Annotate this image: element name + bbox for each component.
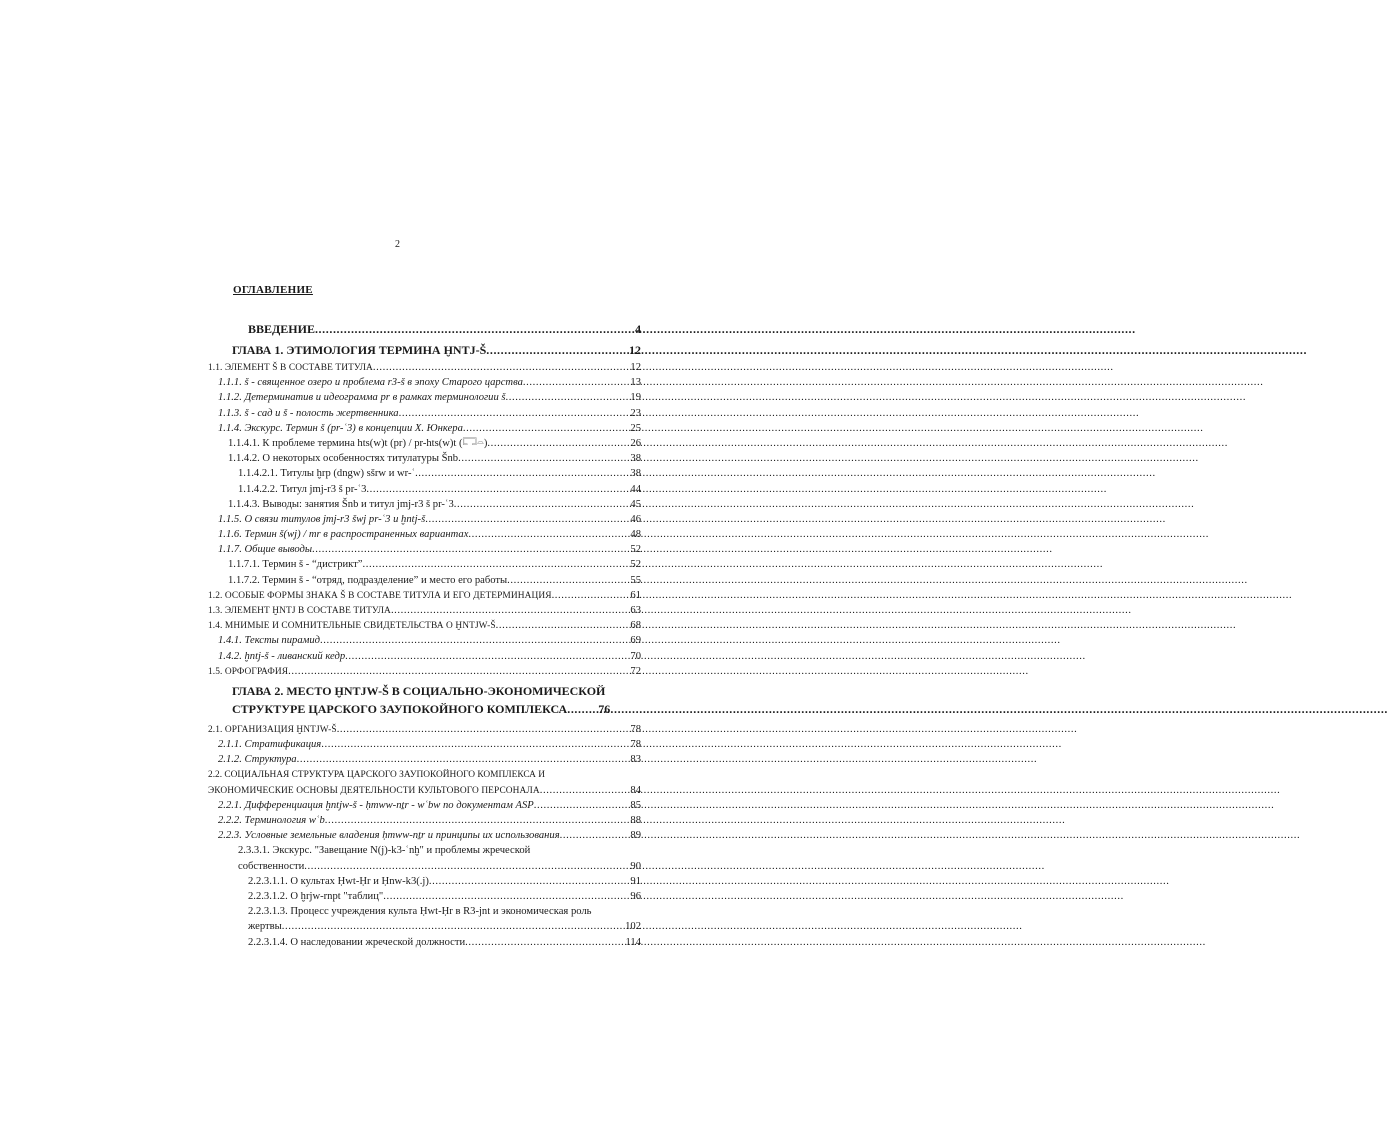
leader-dots [288, 664, 629, 679]
toc-entry-page: 114 [625, 936, 641, 948]
leader-dots [320, 633, 629, 648]
toc-entry-label: ВВЕДЕНИЕ [248, 322, 315, 336]
toc-entry-2-2-3-1-4[interactable] [208, 935, 641, 950]
toc-entry-2-2-3-1-3-line-1[interactable]: 2.2.3.1.3. Процесс учреждения культа Ḥwt-Ḥr в R3-jnt и экономическая роль [248, 906, 592, 918]
toc-entry-label: 2.2.3.1.4. О наследовании жреческой должности [248, 936, 466, 948]
toc-entry-page: 76 [598, 701, 611, 716]
toc-entry-introduction[interactable] [208, 318, 641, 340]
leader-dots [325, 813, 630, 828]
toc-entry-2-3-3-1-line-1[interactable]: 2.3.3.1. Экскурс. "Завещание N(j)-k3-ʿnḫ" и проблемы жреческой [238, 845, 531, 857]
toc-entry-2-2-3[interactable] [208, 828, 641, 843]
toc-entry-page: 19 [630, 392, 641, 404]
toc-entry-page: 46 [630, 513, 641, 525]
toc-entry-label: 1.1.6. Термин š(wj) / mr в распространенных вариантах [218, 529, 469, 541]
toc-entry-label: 1.1.3. š - сад и š - полость жертвенника [218, 407, 399, 419]
toc-entry-chapter-2-line-2[interactable] [208, 700, 641, 718]
leader-dots [415, 466, 629, 481]
toc-entry-1-1-4-2-2[interactable] [208, 482, 641, 497]
toc-entry-label: СТРУКТУРЕ ЦАРСКОГО ЗАУПОКОЙНОГО КОМПЛЕКСА [232, 701, 568, 716]
toc-entry-1-1-7-2[interactable] [208, 573, 641, 588]
leader-dots [425, 512, 629, 527]
toc-entry-2-1[interactable] [208, 722, 641, 737]
toc-entry-label: 2.2.3.1.2. О ḫrjw-rnpt "таблиц" [248, 891, 384, 902]
toc-entry-label: 2.2.3.1.1. О культах Ḥwt-Ḥr и Ḥnw-k3(.j) [248, 875, 429, 887]
toc-entry-1-1-4-2[interactable] [208, 451, 641, 466]
toc-entry-label: 1.1.4.2.1. Титулы ḫrp (dngw) sšrw и wr-ʿ [238, 468, 416, 480]
toc-entry-label: ЭКОНОМИЧЕСКИЕ ОСНОВЫ ДЕЯТЕЛЬНОСТИ КУЛЬТОВОГО ПЕРСОНАЛА [208, 785, 540, 796]
leader-dots [304, 859, 629, 874]
toc-entry-page: 4 [635, 322, 641, 336]
toc-entry-page: 52 [630, 544, 641, 556]
leader-dots [391, 603, 629, 618]
toc-entry-page: 72 [630, 665, 641, 677]
leader-dots [560, 828, 630, 843]
toc-entry-page: 26 [630, 437, 641, 449]
toc-entry-2-2-1[interactable] [208, 798, 641, 813]
toc-entry-1-1-4-3[interactable] [208, 497, 641, 512]
toc-entry-label: 1.1.1. š - священное озеро и проблема r3-š в эпоху Старого царства [218, 377, 523, 389]
leader-dots [458, 451, 629, 466]
toc-entry-2-2-2[interactable] [208, 813, 641, 828]
toc-entry-page: 38 [630, 468, 641, 480]
toc-entry-1-4-1[interactable] [208, 633, 641, 648]
leader-dots [366, 482, 629, 497]
leader-dots [468, 527, 629, 542]
toc-entry-1-1-3[interactable] [208, 406, 641, 421]
toc-entry-2-2-3-1-3-line-2[interactable] [208, 919, 641, 934]
toc-entry-label: 1.1.7. Общие выводы [218, 544, 313, 556]
toc-entry-label: 1.4.1. Тексты пирамид [218, 635, 321, 647]
leader-dots [486, 340, 628, 360]
toc-entry-2-2-line-2[interactable] [208, 783, 641, 798]
toc-entry-1-1[interactable] [208, 360, 641, 375]
toc-entry-chapter-2-line-1[interactable] [208, 682, 641, 700]
toc-entry-label: 1.1.4.2. О некоторых особенностях титулатуры Šnb [228, 453, 459, 465]
toc-entry-page: 12 [630, 362, 641, 373]
toc-entry-page: 52 [630, 559, 641, 571]
toc-entry-label: 1.4. МНИМЫЕ И СОМНИТЕЛЬНЫЕ СВИДЕТЕЛЬСТВА О ḪNTJW-Š [208, 621, 496, 632]
toc-entry-1-1-6[interactable] [208, 527, 641, 542]
leader-dots [465, 935, 624, 950]
toc-entry-1-2[interactable] [208, 588, 641, 603]
leader-dots [312, 542, 629, 557]
toc-entry-1-4[interactable] [208, 618, 641, 633]
toc-entry-label: жертвы [248, 921, 282, 933]
toc-entry-page: 70 [630, 650, 641, 662]
leader-dots [496, 618, 630, 633]
toc-entry-1-4-2[interactable] [208, 649, 641, 664]
toc-entry-page: 91 [630, 875, 641, 887]
toc-entry-label: 1.1.5. О связи титулов jmj-r3 šwj pr-ʿ3 и ḫntj-š [218, 513, 426, 525]
leader-dots [523, 375, 630, 390]
leader-dots [540, 783, 630, 798]
toc-entry-label: 1.1.7.2. Термин š - “отряд, подразделение” и место его работы [228, 574, 508, 586]
toc-entry-label: 2.2.1. Дифференциация ḫntjw-š - ḥmww-nṯr - wʿbw по документам ASP [218, 799, 534, 811]
toc-entry-page: 25 [630, 422, 641, 434]
toc-entry-1-3[interactable] [208, 603, 641, 618]
leader-dots [345, 649, 629, 664]
toc-entry-page: 89 [630, 830, 641, 842]
toc-entry-page: 61 [630, 589, 641, 601]
leader-dots [363, 557, 630, 572]
leader-dots [552, 588, 630, 603]
toc-entry-1-1-4-2-1[interactable] [208, 466, 641, 481]
toc-entry-2-2-3-1-1[interactable] [208, 874, 641, 889]
toc-entry-label: 2.1. ОРГАНИЗАЦИЯ ḪNTJW-Š [208, 724, 337, 735]
toc-entry-page: 78 [630, 739, 641, 751]
toc-entry-2-2-3-1-2[interactable] [208, 889, 641, 904]
toc-entry-page: 84 [630, 784, 641, 796]
leader-dots [487, 436, 629, 451]
toc-entry-page: 38 [630, 453, 641, 465]
leader-dots [373, 360, 629, 375]
toc-entry-page: 88 [630, 815, 641, 827]
toc-entry-1-5[interactable] [208, 664, 641, 679]
toc-entry-1-1-2[interactable] [208, 390, 641, 405]
toc-entry-label: 1.1.7.1. Термин š - “дистрикт” [228, 559, 363, 571]
leader-dots [315, 318, 634, 340]
toc-entry-page: 44 [630, 483, 641, 495]
leader-dots [399, 406, 630, 421]
toc-entry-page: 48 [630, 529, 641, 541]
toc-entry-1-1-4-1[interactable] [208, 436, 641, 451]
toc-entry-page: 63 [630, 605, 641, 616]
toc-entry-1-1-4[interactable] [208, 421, 641, 436]
toc-entry-2-1-1[interactable] [208, 737, 641, 752]
toc-entry-1-1-5[interactable] [208, 512, 641, 527]
toc-entry-page: 45 [630, 498, 641, 510]
toc-entry-label: 1.5. ОРФОГРАФИЯ [208, 666, 289, 677]
toc-entry-label: ГЛАВА 2. МЕСТО ḪNTJW-Š В СОЦИАЛЬНО-ЭКОНОМИЧЕСКОЙ [232, 683, 606, 698]
leader-dots [567, 700, 597, 718]
leader-dots [534, 798, 630, 813]
toc-entry-label: 2.2.2. Терминология wʿb [218, 815, 325, 827]
toc-entry-page: 90 [630, 860, 641, 872]
leader-dots [297, 752, 630, 767]
toc-entry-label: 2.1.2. Структура [218, 754, 297, 766]
toc-entry-page: 102 [625, 921, 641, 933]
toc-entry-1-1-1[interactable] [208, 375, 641, 390]
toc-entry-page: 83 [630, 754, 641, 766]
leader-dots [454, 497, 630, 512]
toc-entry-chapter-1[interactable] [208, 340, 641, 360]
leader-dots [337, 722, 630, 737]
toc-title: ОГЛАВЛЕНИЕ [233, 284, 313, 296]
toc-entry-label: 1.1.4. Экскурс. Термин š (pr-ʿ3) в концепции Х. Юнкера [218, 422, 463, 434]
leader-dots [463, 421, 630, 436]
leader-dots [507, 573, 629, 588]
toc-entry-label: 1.1.4.2.2. Титул jmj-r3 š pr-ʿ3 [238, 483, 367, 495]
leader-dots [429, 874, 630, 889]
leader-dots [321, 737, 629, 752]
toc-entry-label: 1.1.4.1. К проблеме термина hts(w)t (pr) / pr-hts(w)t (𓉐𓏏) [228, 437, 488, 449]
toc-entry-page: 96 [630, 891, 641, 902]
toc-entry-1-1-7-1[interactable] [208, 557, 641, 572]
toc-entry-label: 1.1. ЭЛЕМЕНТ Š В СОСТАВЕ ТИТУЛА [208, 363, 373, 373]
toc-entry-label: 1.1.4.3. Выводы: занятия Šnb и титул jmj-r3 š pr-ʿ3 [228, 498, 454, 510]
toc-entry-page: 55 [630, 574, 641, 586]
toc-entry-label: 1.1.2. Детерминатив и идеограмма pr в рамках терминологии š [218, 392, 506, 404]
toc-entry-label: 1.3. ЭЛЕМЕНТ ḪNTJ В СОСТАВЕ ТИТУЛА [208, 606, 391, 616]
toc-entry-page: 23 [630, 407, 641, 419]
table-of-contents [208, 314, 641, 950]
toc-entry-page: 13 [630, 377, 641, 389]
toc-entry-label: 1.4.2. ḫntj-š - ливанский кедр [218, 650, 346, 662]
toc-entry-2-3-3-1-line-2[interactable] [208, 859, 641, 874]
leader-dots [506, 390, 630, 405]
toc-entry-label: 2.2.3. Условные земельные владения ḥmww-nṯr и принципы их использования [218, 830, 560, 842]
toc-entry-2-1-2[interactable] [208, 752, 641, 767]
toc-entry-page: 69 [630, 635, 641, 647]
toc-entry-page: 78 [630, 723, 641, 735]
toc-entry-label: собственности [238, 860, 305, 872]
toc-entry-label: ГЛАВА 1. ЭТИМОЛОГИЯ ТЕРМИНА ḪNTJ-Š [232, 343, 487, 357]
toc-entry-label: 2.1.1. Стратификация [218, 739, 322, 751]
toc-entry-2-2-line-1[interactable]: 2.2. СОЦИАЛЬНАЯ СТРУКТУРА ЦАРСКОГО ЗАУПОКОЙНОГО КОМПЛЕКСА И [208, 769, 546, 780]
leader-dots [383, 889, 629, 904]
toc-entry-page: 68 [630, 620, 641, 632]
leader-dots [282, 919, 624, 934]
toc-entry-page: 12 [629, 343, 641, 357]
toc-entry-1-1-7[interactable] [208, 542, 641, 557]
toc-entry-page: 85 [630, 799, 641, 811]
page-number: 2 [395, 239, 400, 250]
toc-entry-label: 1.2. ОСОБЫЕ ФОРМЫ ЗНАКА Š В СОСТАВЕ ТИТУЛА И ЕГО ДЕТЕРМИНАЦИЯ [208, 590, 552, 601]
